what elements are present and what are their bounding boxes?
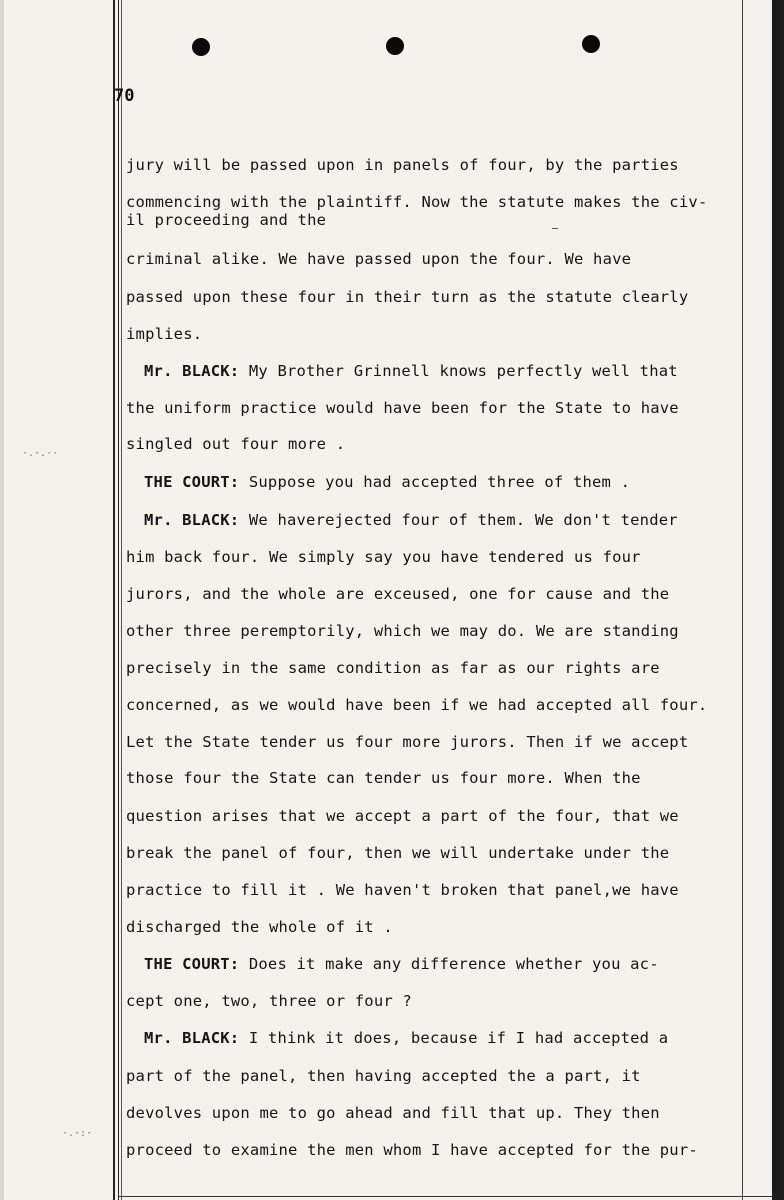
bottom-rule — [118, 1196, 772, 1197]
text-line: criminal alike. We have passed upon the four. We have — [126, 250, 632, 268]
scan-speck: ·.·.·· — [22, 448, 59, 459]
page-number: 70 — [114, 86, 135, 106]
text-line: commencing with the plaintiff. Now the statute makes the civ- — [126, 193, 708, 211]
text-line: part of the panel, then having accepted the a part, it — [126, 1067, 641, 1085]
speaker-label: THE COURT: — [144, 955, 240, 973]
text-line: THE COURT: Does it make any difference whether you ac- — [144, 955, 659, 973]
text-line: break the panel of four, then we will undertake under the — [126, 844, 670, 862]
text-line: devolves upon me to go ahead and fill that up. They then — [126, 1104, 660, 1122]
text-line: cept one, two, three or four ? — [126, 992, 412, 1010]
text-line: other three peremptorily, which we may do. We are standing — [126, 622, 679, 640]
right-margin-rule — [742, 0, 743, 1200]
text-line: Mr. BLACK: My Brother Grinnell knows perfectly well that — [144, 362, 678, 380]
text-line: those four the State can tender us four more. When the — [126, 769, 641, 787]
text-line: discharged the whole of it . — [126, 918, 393, 936]
punch-hole-icon — [582, 35, 600, 53]
text-line: il proceeding and the — [126, 211, 327, 229]
punch-hole-icon — [192, 38, 210, 56]
text-line: Mr. BLACK: I think it does, because if I had accepted a — [144, 1029, 669, 1047]
speaker-label: THE COURT: — [144, 473, 240, 491]
text-line: singled out four more . — [126, 435, 346, 453]
page-right-edge — [772, 0, 784, 1200]
speaker-label: Mr. BLACK: — [144, 362, 240, 380]
text-line: Let the State tender us four more jurors. Then if we accept — [126, 733, 689, 751]
text-line: Mr. BLACK: We haverejected four of them. We don't tender — [144, 511, 678, 529]
text-line: THE COURT: Suppose you had accepted three of them . — [144, 473, 631, 491]
text-line: jury will be passed upon in panels of four, by the parties — [126, 156, 679, 174]
text-line: question arises that we accept a part of the four, that we — [126, 807, 679, 825]
text-line: him back four. We simply say you have tendered us four — [126, 548, 641, 566]
scan-mark — [552, 228, 558, 229]
margin-rule — [118, 0, 119, 1200]
scan-speck: ·.·:· — [62, 1128, 93, 1139]
text-line: implies. — [126, 325, 203, 343]
page-left-edge — [0, 0, 4, 1200]
text-line: proceed to examine the men whom I have accepted for the pur- — [126, 1141, 698, 1159]
text-line: the uniform practice would have been for the State to have — [126, 399, 679, 417]
text-line: precisely in the same condition as far as our rights are — [126, 659, 660, 677]
margin-rule — [121, 0, 122, 1200]
text-line: jurors, and the whole are exceused, one for cause and the — [126, 585, 670, 603]
margin-rule — [113, 0, 115, 1200]
text-line: practice to fill it . We haven't broken that panel,we have — [126, 881, 679, 899]
speaker-label: Mr. BLACK: — [144, 511, 240, 529]
speaker-label: Mr. BLACK: — [144, 1029, 240, 1047]
punch-hole-icon — [386, 37, 404, 55]
text-line: passed upon these four in their turn as the statute clearly — [126, 288, 689, 306]
text-line: concerned, as we would have been if we had accepted all four. — [126, 696, 708, 714]
